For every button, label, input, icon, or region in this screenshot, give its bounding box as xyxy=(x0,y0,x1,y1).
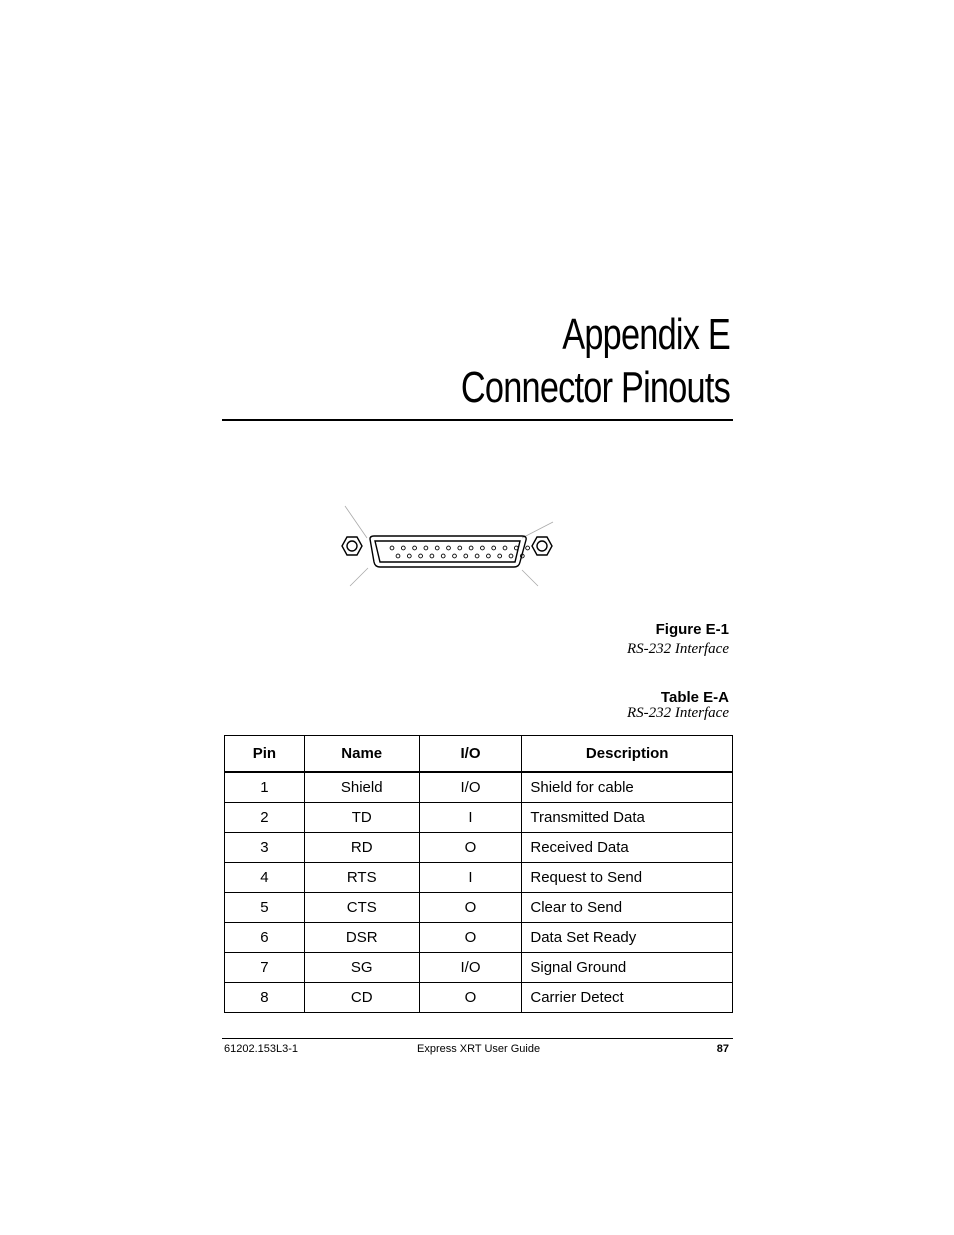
pin-hole xyxy=(464,554,468,558)
cell-io: O xyxy=(419,893,522,923)
table-label: Table E-A xyxy=(660,689,729,706)
table-row xyxy=(225,803,733,833)
header-pin: Pin xyxy=(225,736,305,773)
cell-name: RTS xyxy=(304,863,419,893)
table-header-row xyxy=(225,736,733,773)
cell-name: TD xyxy=(304,803,419,833)
cell-description: Clear to Send xyxy=(522,893,733,923)
cell-description: Transmitted Data xyxy=(522,803,733,833)
pin-hole xyxy=(441,554,445,558)
cell-pin: 3 xyxy=(225,833,305,863)
cell-description: Received Data xyxy=(522,833,733,863)
pinout-table xyxy=(224,735,733,1013)
table-row xyxy=(225,833,733,863)
pin-hole xyxy=(453,554,457,558)
pin-hole xyxy=(481,546,485,550)
table-row xyxy=(225,772,733,803)
pin-hole xyxy=(498,554,502,558)
title-connector-pinouts: Connector Pinouts xyxy=(460,363,730,412)
pin-hole xyxy=(503,546,507,550)
table-row xyxy=(225,863,733,893)
cell-description: Data Set Ready xyxy=(522,923,733,953)
header-description: Description xyxy=(522,736,733,773)
pin-hole xyxy=(396,554,400,558)
table-row xyxy=(225,953,733,983)
pin-hole xyxy=(475,554,479,558)
cell-name: RD xyxy=(304,833,419,863)
cell-name: CTS xyxy=(304,893,419,923)
figure-label: Figure E-1 xyxy=(655,621,729,638)
pin-hole xyxy=(419,554,423,558)
pin-hole xyxy=(458,546,462,550)
footer-guide-title: Express XRT User Guide xyxy=(417,1043,541,1055)
footer-divider xyxy=(222,1038,733,1039)
cell-io: I/O xyxy=(419,772,522,803)
cell-io: O xyxy=(419,983,522,1013)
title-appendix: Appendix E xyxy=(562,310,730,359)
table-row xyxy=(225,893,733,923)
pin-hole xyxy=(424,546,428,550)
footer-page-number: 87 xyxy=(716,1043,729,1055)
cell-name: CD xyxy=(304,983,419,1013)
header-io: I/O xyxy=(419,736,522,773)
cell-pin: 5 xyxy=(225,893,305,923)
table-row xyxy=(225,923,733,953)
cell-pin: 2 xyxy=(225,803,305,833)
pin-hole xyxy=(413,546,417,550)
cell-io: I/O xyxy=(419,953,522,983)
db25-connector-icon xyxy=(330,500,560,592)
pin-hole xyxy=(407,554,411,558)
cell-pin: 8 xyxy=(225,983,305,1013)
pin-hole xyxy=(487,554,491,558)
cell-pin: 6 xyxy=(225,923,305,953)
cell-io: O xyxy=(419,923,522,953)
pin-hole xyxy=(435,546,439,550)
pin-hole xyxy=(509,554,513,558)
cell-pin: 7 xyxy=(225,953,305,983)
figure-caption: RS-232 Interface xyxy=(626,641,729,657)
pin-hole xyxy=(447,546,451,550)
footer-doc-number: 61202.153L3-1 xyxy=(224,1043,299,1055)
pin-hole xyxy=(492,546,496,550)
pin-hole xyxy=(469,546,473,550)
cell-description: Signal Ground xyxy=(522,953,733,983)
table-caption: RS-232 Interface xyxy=(626,705,729,721)
cell-description: Carrier Detect xyxy=(522,983,733,1013)
cell-name: DSR xyxy=(304,923,419,953)
cell-io: I xyxy=(419,803,522,833)
pin-hole xyxy=(390,546,394,550)
cell-name: Shield xyxy=(304,772,419,803)
cell-description: Shield for cable xyxy=(522,772,733,803)
table-row xyxy=(225,983,733,1013)
header-name: Name xyxy=(304,736,419,773)
title-divider xyxy=(222,419,733,421)
pin-hole xyxy=(401,546,405,550)
cell-pin: 4 xyxy=(225,863,305,893)
cell-io: I xyxy=(419,863,522,893)
cell-io: O xyxy=(419,833,522,863)
cell-description: Request to Send xyxy=(522,863,733,893)
cell-pin: 1 xyxy=(225,772,305,803)
pin-hole xyxy=(430,554,434,558)
cell-name: SG xyxy=(304,953,419,983)
pin-hole xyxy=(526,546,530,550)
page-title xyxy=(461,308,730,414)
